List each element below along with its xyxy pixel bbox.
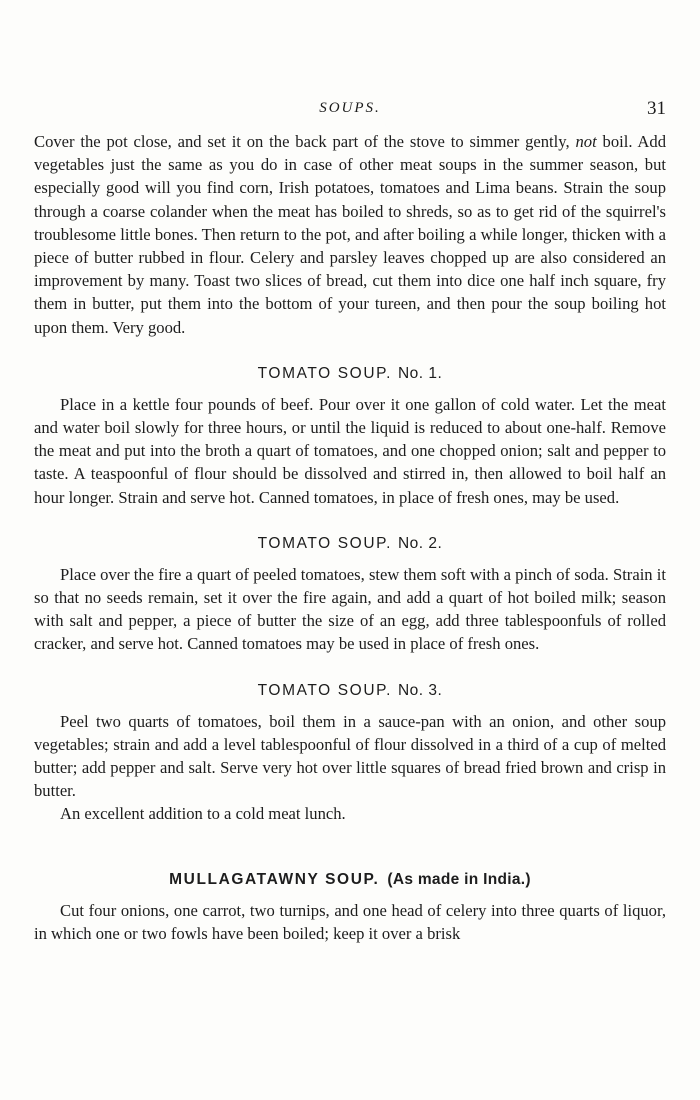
book-page: [34, 96, 666, 945]
intro-rest: boil. Add vegetables just the same as you do in case of other meat soups in the summer season, but especially good will you find corn, Irish potatoes, tomatoes and Lima beans. Strain the soup through a coarse colander when the meat has boiled to shreds, so as to get rid of the squirrel's troublesome little bones. Then return to the pot, and after boiling a while longer, thicken with a piece of butter rubbed in flour. Celery and parsley leaves chopped up are also considered an improvement by many. Toast two slices of bread, cut them into dice one half inch square, fry them in butter, put them into the bottom of your tureen, and then pour the soup boiling hot upon them. Very good.: [34, 132, 667, 337]
recipe-number: No. 2.: [397, 534, 443, 552]
recipe-heading-tomato-soup-2: [34, 535, 666, 553]
recipe-paragraph: Place over the fire a quart of peeled tomatoes, stew them soft with a pinch of soda. Strain it so that no seeds remain, set it over the fire again, and add a quart of hot boiled milk; season with salt and pepper, a piece of butter the size of an egg, add three tablespoonfuls of rolled cracker, and serve hot. Canned tomatoes may be used in place of fresh ones.: [34, 564, 666, 654]
recipe-heading-tomato-soup-3: [34, 682, 666, 700]
running-title: SOUPS.: [319, 100, 381, 116]
recipe-paragraph: An excellent addition to a cold meat lunch.: [60, 804, 346, 824]
recipe-title: MULLAGATAWNY SOUP.: [169, 870, 380, 888]
recipe-heading-tomato-soup-1: [34, 365, 666, 383]
intro-paragraph: [34, 130, 666, 339]
recipe-title: TOMATO SOUP.: [257, 364, 392, 382]
recipe-paragraph: Peel two quarts of tomatoes, boil them in a sauce-pan with an onion, and other soup vegetables; strain and add a level tablespoonful of flour dissolved in a third of a cup of melted butter; add pepper and salt. Serve very hot over little squares of bread fried brown and crisp in butter.: [34, 711, 666, 801]
running-head: [34, 96, 666, 124]
recipe-number: No. 1.: [397, 364, 443, 382]
recipe-title: TOMATO SOUP.: [257, 681, 392, 699]
recipe-paragraph: Place in a kettle four pounds of beef. Pour over it one gallon of cold water. Let the meat and water boil slowly for three hours, or until the liquid is reduced to about one-half. Remove the meat and put into the broth a quart of tomatoes, and one chopped onion; salt and pepper to taste. A teaspoonful of flour should be dissolved and stirred in, then allowed to boil half an hour longer. Strain and serve hot. Canned tomatoes, in place of fresh ones, may be used.: [34, 394, 666, 507]
recipe-title: TOMATO SOUP.: [257, 534, 392, 552]
recipe-paragraph: Cut four onions, one carrot, two turnips, and one head of celery into three quarts of liquor, in which one or two fowls have been boiled; keep it over a brisk: [34, 900, 666, 943]
recipe-note: (As made in India.): [387, 870, 531, 888]
page-number: 31: [647, 98, 666, 119]
recipe-heading-mullagatawny-soup: [34, 871, 666, 889]
recipe-number: No. 3.: [397, 681, 443, 699]
intro-lead: Cover the pot close, and set it on the back part of the stove to simmer gently,: [34, 132, 576, 151]
intro-emphasis: not: [575, 132, 597, 151]
